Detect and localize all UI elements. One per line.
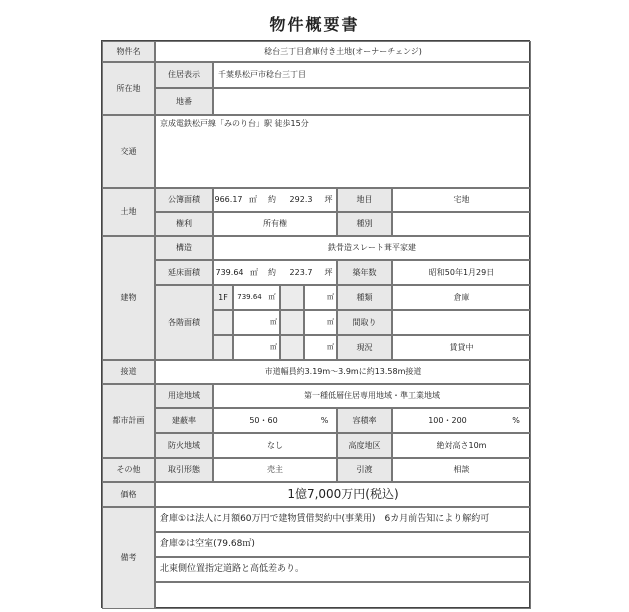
transaction-type-value: 売主 [213, 458, 337, 482]
floor-area-ratio-value: 100・200 [392, 408, 502, 433]
transaction-type-label: 取引形態 [155, 458, 213, 482]
price-label: 価格 [102, 482, 155, 507]
handover-label: 引渡 [337, 458, 392, 482]
building-label: 建物 [102, 236, 155, 360]
kind-value: 倉庫 [392, 285, 531, 310]
floor-4-area: ㎡ [304, 310, 337, 335]
page-title: 物件概要書 [269, 15, 360, 34]
built-date-value: 昭和50年1月29日 [392, 260, 531, 285]
floor-3-label [213, 310, 233, 335]
land-rights-value: 所有権 [213, 212, 337, 236]
land-tsubo-unit: 坪 [321, 188, 337, 212]
land-label: 土地 [102, 188, 155, 236]
land-category-label: 地目 [337, 188, 392, 212]
per-floor-area-label: 各階面積 [155, 285, 213, 360]
floor-area-tsubo: 223.7 [281, 260, 321, 285]
land-area-label: 公簿面積 [155, 188, 213, 212]
floor-2-label [280, 285, 304, 310]
height-district-label: 高度地区 [337, 433, 392, 458]
floor-3-area: ㎡ [233, 310, 280, 335]
remarks-line-2: 倉庫②は空室(79.68㎡) [155, 532, 531, 557]
land-type-label: 種別 [337, 212, 392, 236]
remarks-label: 備考 [102, 507, 155, 609]
land-category-value: 宅地 [392, 188, 531, 212]
current-status-value: 賃貸中 [392, 335, 531, 360]
other-label: その他 [102, 458, 155, 482]
land-rights-label: 権利 [155, 212, 213, 236]
coverage-ratio-label: 建蔽率 [155, 408, 213, 433]
handover-value: 相談 [392, 458, 531, 482]
property-name-value: 稔台三丁目倉庫付き土地(オーナーチェンジ) [155, 41, 531, 62]
land-area-sqm: 966.17 [213, 188, 243, 212]
location-label: 所在地 [102, 62, 155, 115]
kind-label: 種類 [337, 285, 392, 310]
coverage-ratio-value: 50・60 [213, 408, 313, 433]
property-name-label: 物件名 [102, 41, 155, 62]
floor-area-label: 延床面積 [155, 260, 213, 285]
remarks-line-1: 倉庫①は法人に月額60万円で建物賃借契約中(事業用) 6カ月前告知により解約可 [155, 507, 531, 532]
floor-area-approx: 約 [263, 260, 281, 285]
remarks-line-4 [155, 582, 531, 609]
floor-area-sqm: 739.64 [213, 260, 245, 285]
road-access-value: 市道幅員約3.19m～3.9mに約13.58m接道 [155, 360, 531, 384]
lot-number-value [213, 88, 531, 115]
floor-5-area: ㎡ [233, 335, 280, 360]
address-label: 住居表示 [155, 62, 213, 88]
floor-6-area: ㎡ [304, 335, 337, 360]
city-planning-label: 都市計画 [102, 384, 155, 458]
floor-area-ratio-label: 容積率 [337, 408, 392, 433]
floor-2-area: ㎡ [304, 285, 337, 310]
built-date-label: 築年数 [337, 260, 392, 285]
floor-area-sqm-unit: ㎡ [245, 260, 263, 285]
floor-area-tsubo-unit: 坪 [321, 260, 337, 285]
floor-4-label [280, 310, 304, 335]
zoning-value: 第一種低層住居専用地域・準工業地域 [213, 384, 531, 408]
floor-1-area: 739.64 [233, 285, 265, 310]
floor-plan-value [392, 310, 531, 335]
structure-label: 構造 [155, 236, 213, 260]
fire-zone-value: なし [213, 433, 337, 458]
land-approx: 約 [263, 188, 281, 212]
zoning-label: 用途地域 [155, 384, 213, 408]
property-summary-sheet [101, 40, 530, 608]
transport-value: 京成電鉄松戸線「みのり台」駅 徒歩15分 [155, 115, 531, 188]
floor-5-label [213, 335, 233, 360]
address-value: 千葉県松戸市稔台三丁目 [213, 62, 531, 88]
floor-area-ratio-unit: % [502, 408, 531, 433]
current-status-label: 現況 [337, 335, 392, 360]
height-district-value: 絶対高さ10m [392, 433, 531, 458]
floor-6-label [280, 335, 304, 360]
coverage-ratio-unit: % [313, 408, 337, 433]
floor-plan-label: 間取り [337, 310, 392, 335]
land-sqm-unit: ㎡ [243, 188, 263, 212]
land-area-tsubo: 292.3 [281, 188, 321, 212]
transport-label: 交通 [102, 115, 155, 188]
road-access-label: 接道 [102, 360, 155, 384]
land-type-value [392, 212, 531, 236]
price-value: 1億7,000万円(税込) [155, 482, 531, 507]
lot-number-label: 地番 [155, 88, 213, 115]
fire-zone-label: 防火地域 [155, 433, 213, 458]
remarks-line-3: 北東側位置指定道路と高低差あり。 [155, 557, 531, 582]
floor-1-sqm-unit: ㎡ [265, 285, 280, 310]
structure-value: 鉄骨造スレート葺平家建 [213, 236, 531, 260]
floor-1-label: 1F [213, 285, 233, 310]
